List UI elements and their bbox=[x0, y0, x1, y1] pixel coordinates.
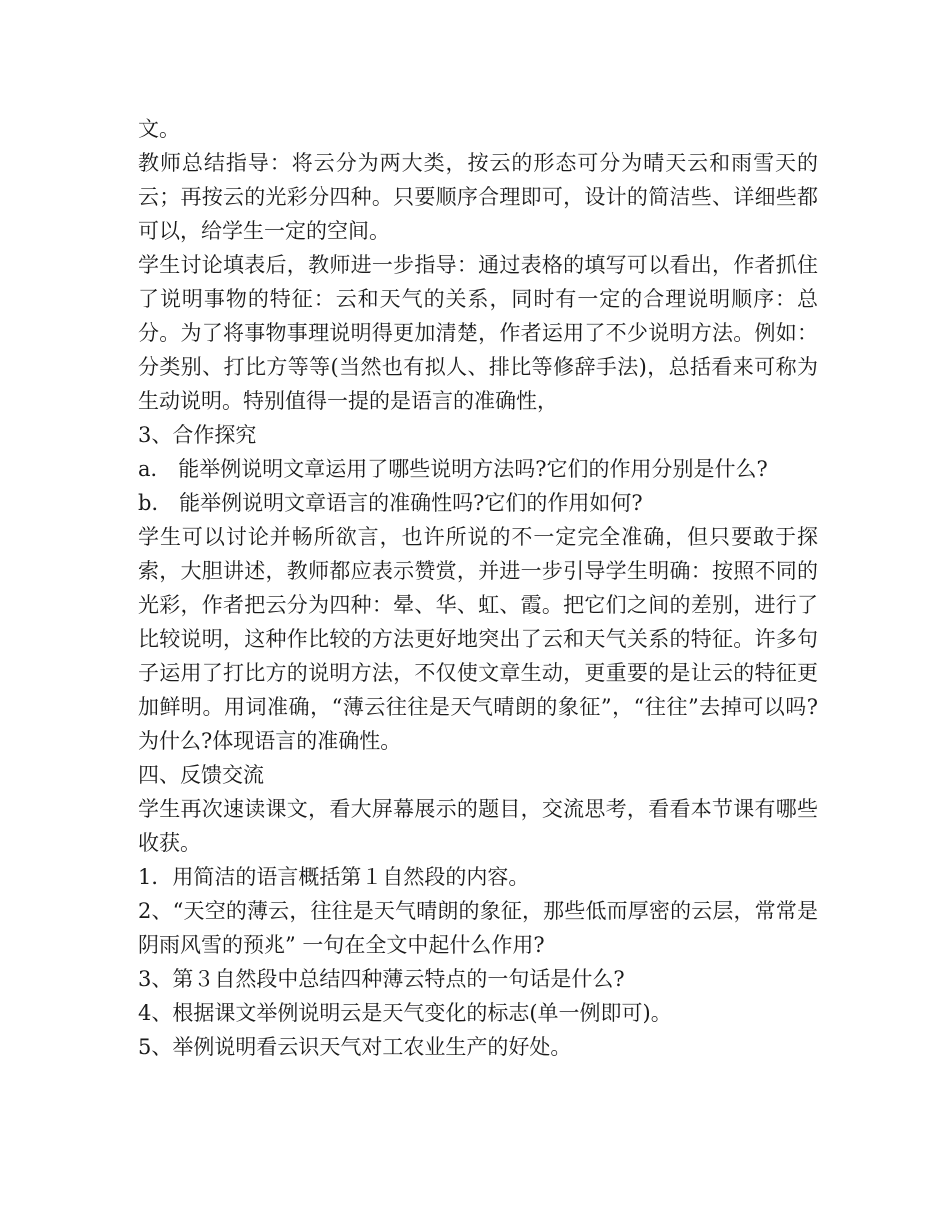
paragraph-teacher-summary: 教师总结指导：将云分为两大类，按云的形态可分为晴天云和雨雪天的云；再按云的光彩分四种。只要顺序合理即可，设计的简洁些、详细些都可以，给学生一定的空间。 bbox=[138, 151, 818, 243]
exercise-4: 4、根据课文举例说明云是天气变化的标志(单一例即可)。 bbox=[138, 1001, 672, 1025]
question-a: a． 能举例说明文章运用了哪些说明方法吗?它们的作用分别是什么? bbox=[138, 457, 768, 481]
paragraph-text-end: 文。 bbox=[138, 117, 180, 141]
paragraph-student-discussion: 学生讨论填表后，教师进一步指导：通过表格的填写可以看出，作者抓住了说明事物的特征：云和天气的关系，同时有一定的合理说明顺序：总分。为了将事物事理说明得更加清楚，作者运用了不少说明方法。例如：分类别、打比方等等(当然也有拟人、排比等修辞手法)，总括看来可称为生动说明。特别值得一提的是语言的准确性， bbox=[138, 253, 818, 413]
question-b: b． 能举例说明文章语言的准确性吗?它们的作用如何? bbox=[138, 491, 643, 515]
exercise-1: 1．用简洁的语言概括第１自然段的内容。 bbox=[138, 865, 530, 889]
heading-cooperative-inquiry: 3、合作探究 bbox=[138, 423, 257, 447]
exercise-3: 3、第３自然段中总结四种薄云特点的一句话是什么? bbox=[138, 967, 625, 991]
heading-feedback-exchange: 四、反馈交流 bbox=[138, 763, 264, 787]
paragraph-reread: 学生再次速读课文，看大屏幕展示的题目，交流思考，看看本节课有哪些收获。 bbox=[138, 797, 818, 855]
exercise-2: 2、“天空的薄云，往往是天气晴朗的象征，那些低而厚密的云层，常常是阴雨风雪的预兆” 一句在全文中起什么作用? bbox=[138, 899, 818, 957]
document-page bbox=[138, 112, 818, 1064]
paragraph-student-exploration: 学生可以讨论并畅所欲言，也许所说的不一定完全准确，但只要敢于探索，大胆讲述，教师都应表示赞赏，并进一步引导学生明确：按照不同的光彩，作者把云分为四种：晕、华、虹、霞。把它们之间的差别，进行了比较说明，这种作比较的方法更好地突出了云和天气关系的特征。许多句子运用了打比方的说明方法，不仅使文章生动，更重要的是让云的特征更加鲜明。用词准确，“薄云往往是天气晴朗的象征”，“往往”去掉可以吗?为什么?体现语言的准确性。 bbox=[138, 525, 818, 753]
exercise-5: 5、举例说明看云识天气对工农业生产的好处。 bbox=[138, 1035, 572, 1059]
